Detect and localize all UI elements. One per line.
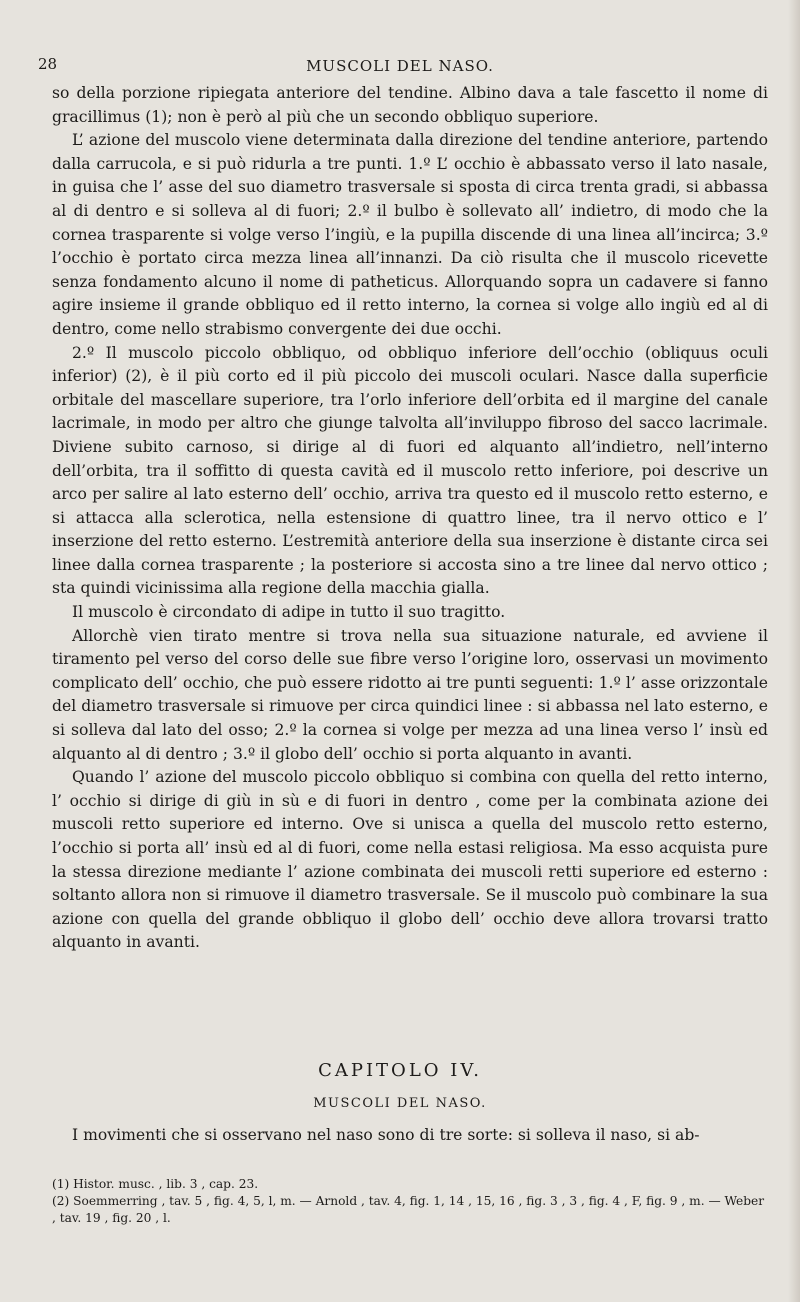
footnote: (2) Soemmerring , tav. 5 , fig. 4, 5, l, m. — Arnold , tav. 4, fig. 1, 14 , 15, 16 , fig. 3 , 3 , fig. 4 , F, fig. 9 , m. — Weber , tav. 19 , fig. 20 , l.	[52, 1194, 765, 1225]
paragraph: Il muscolo è circondato di adipe in tutto il suo tragitto.	[72, 603, 506, 622]
page-number: 28	[38, 55, 58, 73]
footnote: (1) Histor. musc. , lib. 3 , cap. 23.	[52, 1177, 259, 1191]
chapter-subtitle: MUSCOLI DEL NASO.	[313, 1096, 487, 1111]
body-text	[52, 82, 768, 955]
paragraph: Quando l’ azione del muscolo piccolo obbliquo si combina con quella del retto interno, l’ occhio si dirige di giù in sù e di fuori in dentro , come per la combinata azione dei muscoli retto superiore ed interno. Ove si unisca a quella del muscolo retto esterno, l’occhio si porta all’ insù ed al di fuori, come nella estasi religiosa. Ma esso acquista pure la stessa direzione mediante l’ azione combinata dei muscoli retti superiore ed esterno : soltanto allora non si rimuove il diametro trasversale. Se il muscolo può combinare la sua azione con quella del grande obbliquo il globo dell’ occhio deve allora trovarsi tratto alquanto in avanti.	[52, 768, 768, 952]
running-title: MUSCOLI DEL NASO.	[306, 57, 494, 75]
chapter-title: CAPITOLO IV.	[318, 1060, 482, 1081]
paragraph: Allorchè vien tirato mentre si trova nella sua situazione naturale, ed avviene il tiramento pel verso del corso delle sue fibre verso l’origine loro, osservasi un movimento complicato dell’ occhio, che può essere ridotto ai tre punti seguenti: 1.º l’ asse orizzontale del diametro trasversale si rimuove per circa quindici linee : si abbassa nel lato esterno, e si solleva dal lato del osso; 2.º la cornea si volge per mezza ad una linea verso l’ insù ed alquanto al di dentro ; 3.º il globo dell’ occhio si porta alquanto in avanti.	[52, 626, 768, 763]
paragraph: so della porzione ripiegata anteriore del tendine. Albino dava a tale fascetto il nome di gracillimus (1); non è però al più che un secondo obbliquo superiore.	[52, 84, 768, 126]
chapter-opening-text: I movimenti che si osservano nel naso sono di tre sorte: si solleva il naso, si ab-	[72, 1126, 700, 1144]
paragraph: L’ azione del muscolo viene determinata dalla direzione del tendine anteriore, partendo dalla carrucola, e si può ridurla a tre punti. 1.º L’ occhio è abbassato verso il lato nasale, in guisa che l’ asse del suo diametro trasversale si sposta di circa trenta gradi, si abbassa al di dentro e si solleva al di fuori; 2.º il bulbo è sollevato all’ indietro, di modo che la cornea trasparente si volge verso l’ingiù, e la pupilla discende di una linea all’incirca; 3.º l’occhio è portato circa mezza linea all’innanzi. Da ciò risulta che il muscolo ricevette senza fondamento alcuno il nome di patheticus. Allorquando sopra un cadavere si fanno agire insieme il grande obbliquo ed il retto interno, la cornea si volge allo ingiù ed al di dentro, come nello strabismo convergente dei due occhi.	[52, 131, 768, 338]
page-edge-shadow	[788, 0, 800, 1302]
footnotes	[52, 1176, 768, 1227]
paragraph: 2.º Il muscolo piccolo obbliquo, od obbliquo inferiore dell’occhio (obliquus oculi inferior) (2), è il più corto ed il più piccolo dei muscoli oculari. Nasce dalla superficie orbitale del mascellare superiore, tra l’orlo inferiore dell’orbita ed il margine del canale lacrimale, in modo per altro che giunge talvolta all’inviluppo fibroso del sacco lacrimale. Diviene subito carnoso, si dirige al di fuori ed alquanto all’indietro, nell’interno dell’orbita, tra il soffitto di questa cavità ed il muscolo retto inferiore, poi descrive un arco per salire al lato esterno dell’ occhio, arriva tra questo ed il muscolo retto esterno, e si attacca alla sclerotica, nella estensione di quattro linee, tra il nervo ottico e l’ inserzione del retto esterno. L’estremità anteriore della sua inserzione è distante circa sei linee dalla cornea trasparente ; la posteriore si accosta sino a tre linee dal nervo ottico ; sta quindi vicinissima alla regione della macchia gialla.	[52, 343, 768, 598]
